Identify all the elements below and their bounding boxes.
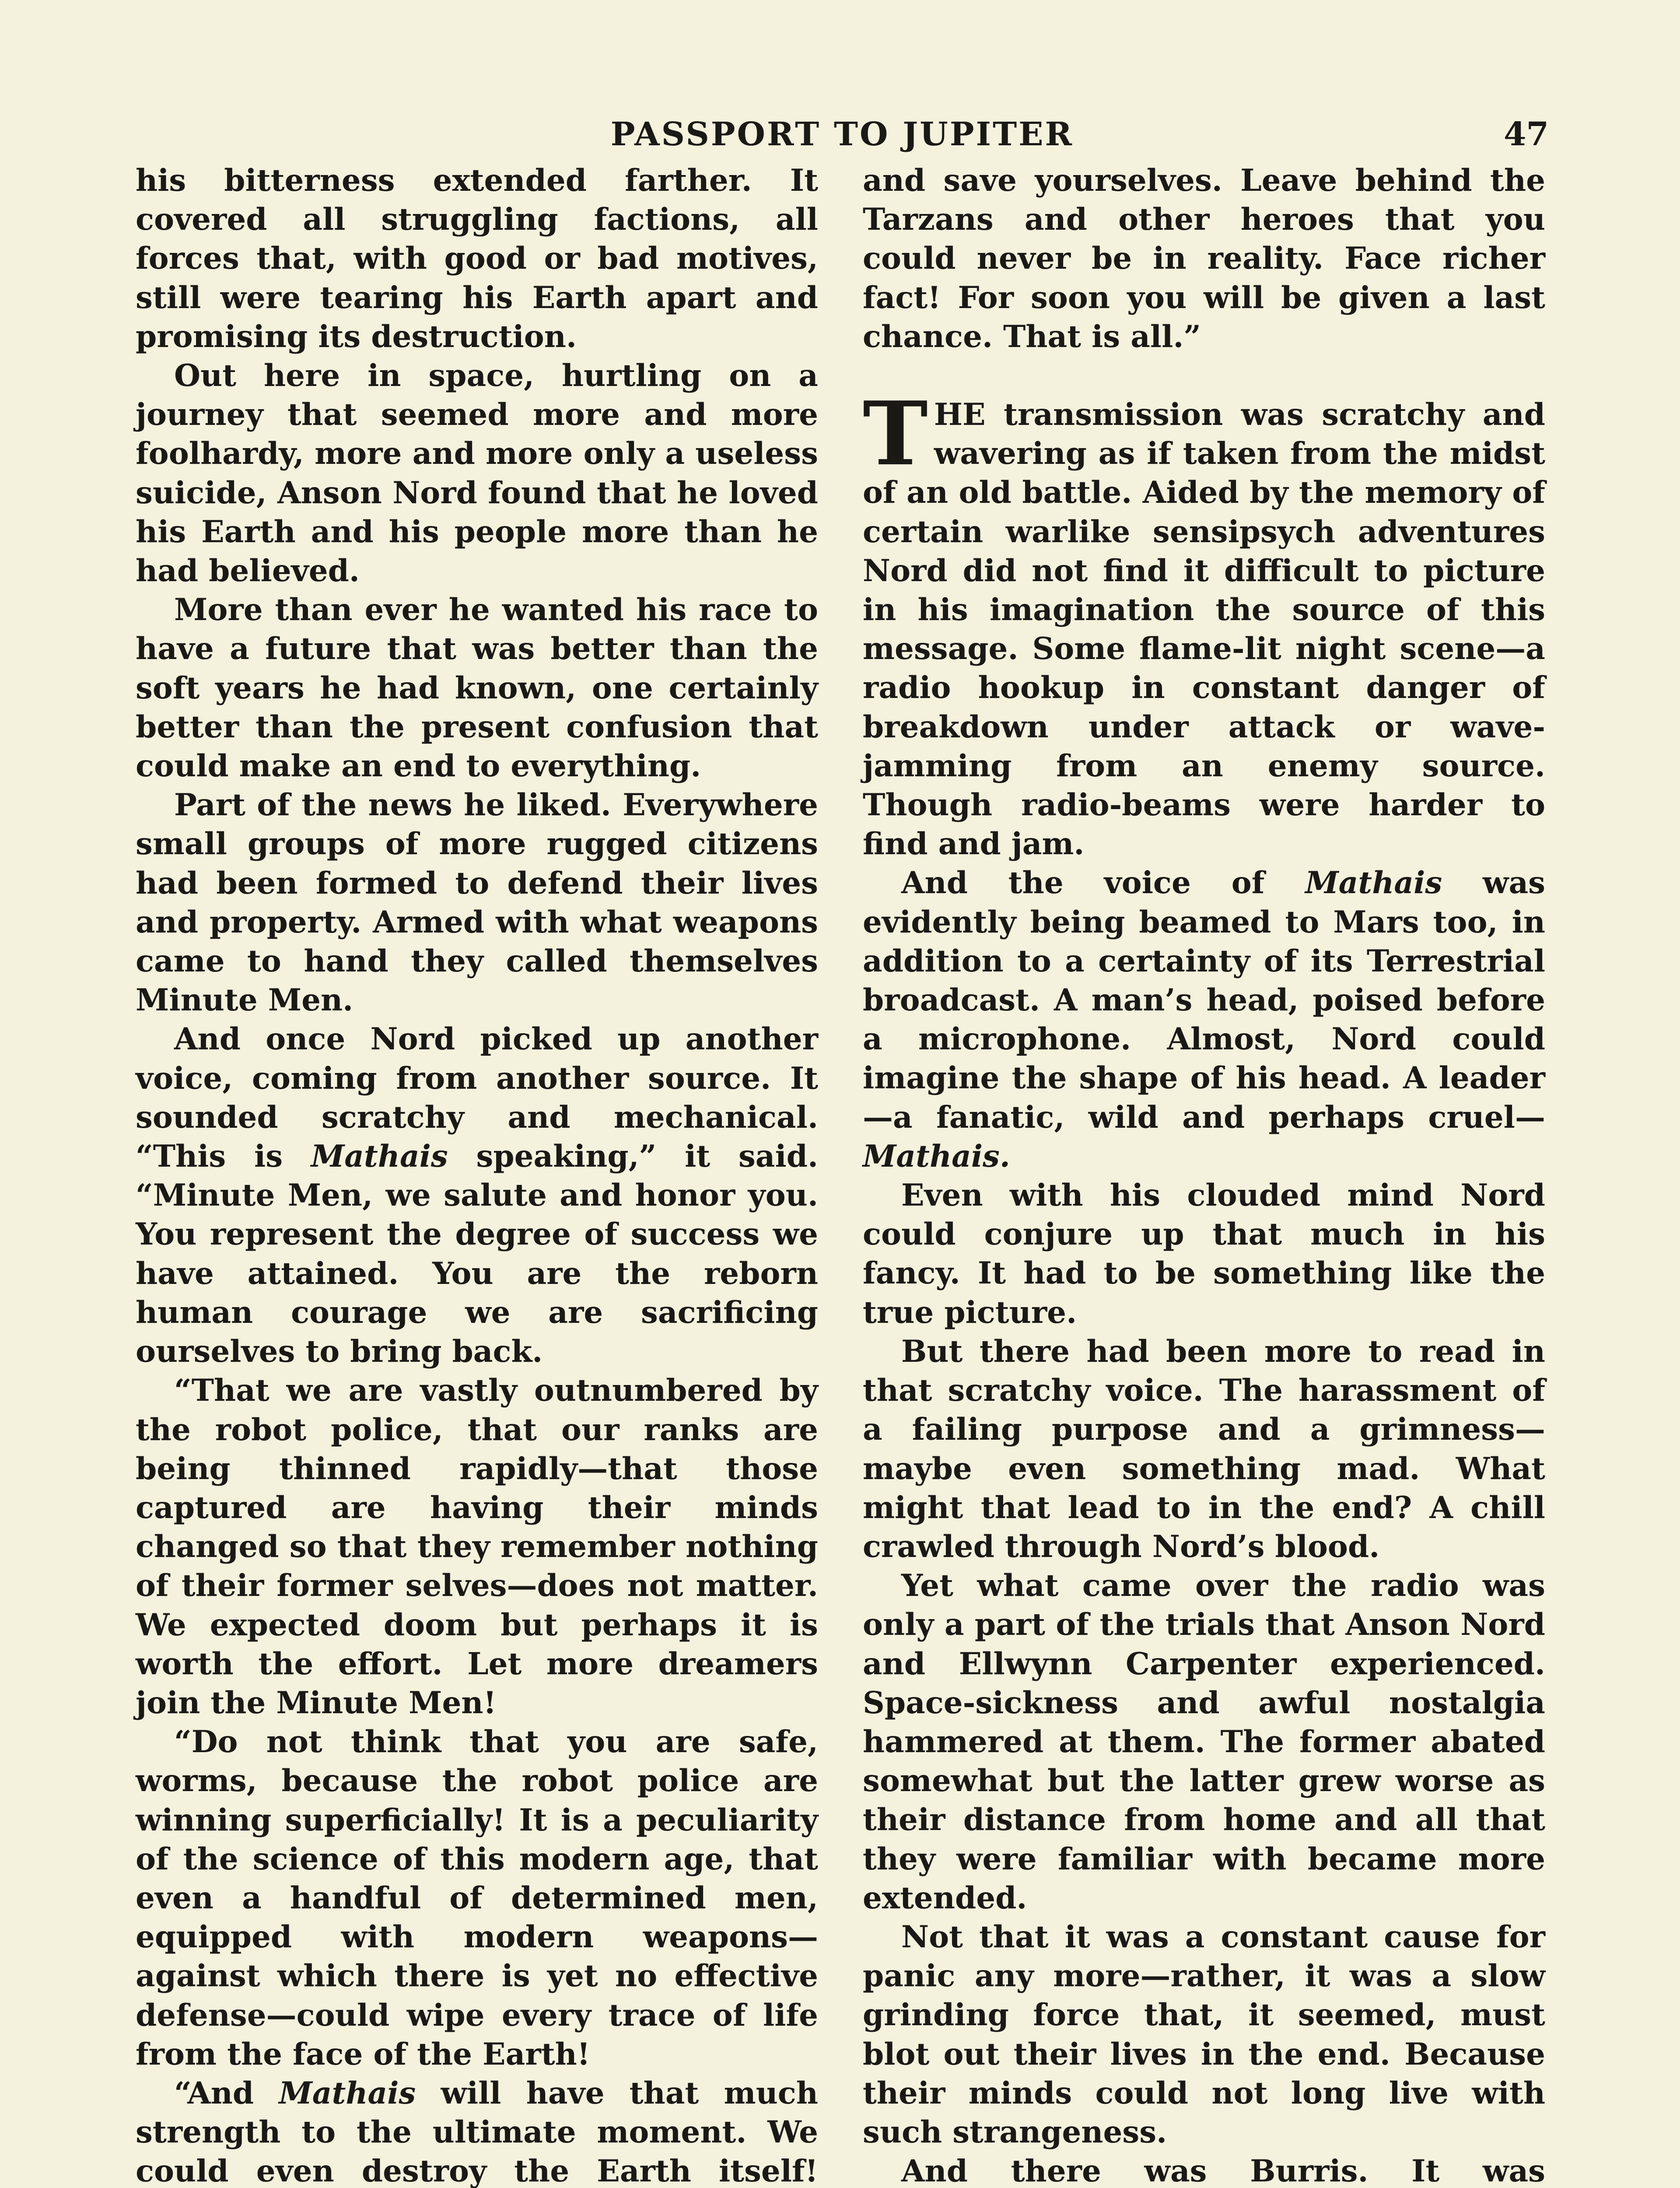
- paragraph: But there had been more to read in that scratchy voice. The harassment of a failing purpose and a grimness—maybe even something mad. What might that lead to in the end? A chill crawled through Nord’s blood.: [863, 1333, 1545, 1564]
- paragraph: Not that it was a constant cause for panic any more—rather, it was a slow grinding force that, it seemed, must blot out their lives in the end. Because their minds could not long live with such strangeness.: [863, 1919, 1545, 2150]
- paragraph: And there was Burris. It was: [901, 2153, 1545, 2188]
- paragraph: “And Mathais will have that much strength to the ultimate moment. We could even destroy the Earth itself!: [136, 2075, 818, 2188]
- paragraph: and save yourselves. Leave behind the Tarzans and other heroes that you could never be in reality. Face richer fact! For soon you will be given a last chance. That is all.”: [863, 163, 1545, 354]
- section-start-paragraph: THE transmission was scratchy and wavering as if taken from the midst of an old battle. Aided by the memory of certain warlike sensipsych adventures Nord did not find it difficult to picture in his imagination the source of this message. Some flame-lit night scene—a radio hookup in constant danger of breakdown under attack or wave-jamming from an enemy source. Though radio-beams were harder to find and jam.: [863, 382, 1545, 862]
- right-column: [863, 161, 1545, 2188]
- page-header: [136, 115, 1549, 154]
- paragraph: “That we are vastly outnumbered by the robot police, that our ranks are being thinned rapidly—that those captured are having their minds changed so that they remember nothing of their former selves—does not matter. We expected doom but perhaps it is worth the effort. Let more dreamers join the Minute Men!: [136, 1373, 818, 1721]
- paragraph: his bitterness extended farther. It covered all struggling factions, all forces that, with good or bad motives, still were tearing his Earth apart and promising its destruction.: [136, 163, 818, 354]
- paragraph: Out here in space, hurtling on a journey that seemed more and more foolhardy, more and more only a useless suicide, Anson Nord found that he loved his Earth and his people more than he had believed.: [136, 358, 818, 589]
- paragraph: More than ever he wanted his race to have a future that was better than the soft years he had known, one certainly better than the present confusion that could make an end to everything.: [136, 592, 818, 784]
- left-column: [136, 161, 818, 2188]
- paragraph: “Do not think that you are safe, worms, because the robot police are winning superficially! It is a peculiarity of the science of this modern age, that even a handful of determined men, equipped with modern weapons—against which there is yet no effective defense—could wipe every trace of life from the face of the Earth!: [136, 1724, 818, 2072]
- paragraph: Yet what came over the radio was only a part of the trials that Anson Nord and Ellwynn Carpenter experienced. Space-sickness and awful nostalgia hammered at them. The former abated somewhat but the latter grew worse as their distance from home and all that they were familiar with became more extended.: [863, 1568, 1545, 1916]
- paragraph: And the voice of Mathais was evidently being beamed to Mars too, in addition to a certainty of its Terrestrial broadcast. A man’s head, poised before a microphone. Almost, Nord could imagine the shape of his head. A leader—a fanatic, wild and perhaps cruel—Mathais.: [863, 865, 1545, 1174]
- drop-cap: T: [863, 382, 928, 486]
- paragraph: Even with his clouded mind Nord could conjure up that much in his fancy. It had to be something like the true picture.: [863, 1178, 1545, 1330]
- page-number: 47: [1504, 116, 1549, 153]
- paragraph: And once Nord picked up another voice, coming from another source. It sounded scratchy and mechanical. “This is Mathais speaking,” it said. “Minute Men, we salute and honor you. You represent the degree of success we have attained. You are the reborn human courage we are sacrificing ourselves to bring back.: [136, 1021, 818, 1370]
- running-title: PASSPORT TO JUPITER: [610, 116, 1074, 153]
- paragraph: Part of the news he liked. Everywhere small groups of more rugged citizens had been formed to defend their lives and property. Armed with what weapons came to hand they called themselves Minute Men.: [136, 787, 818, 1018]
